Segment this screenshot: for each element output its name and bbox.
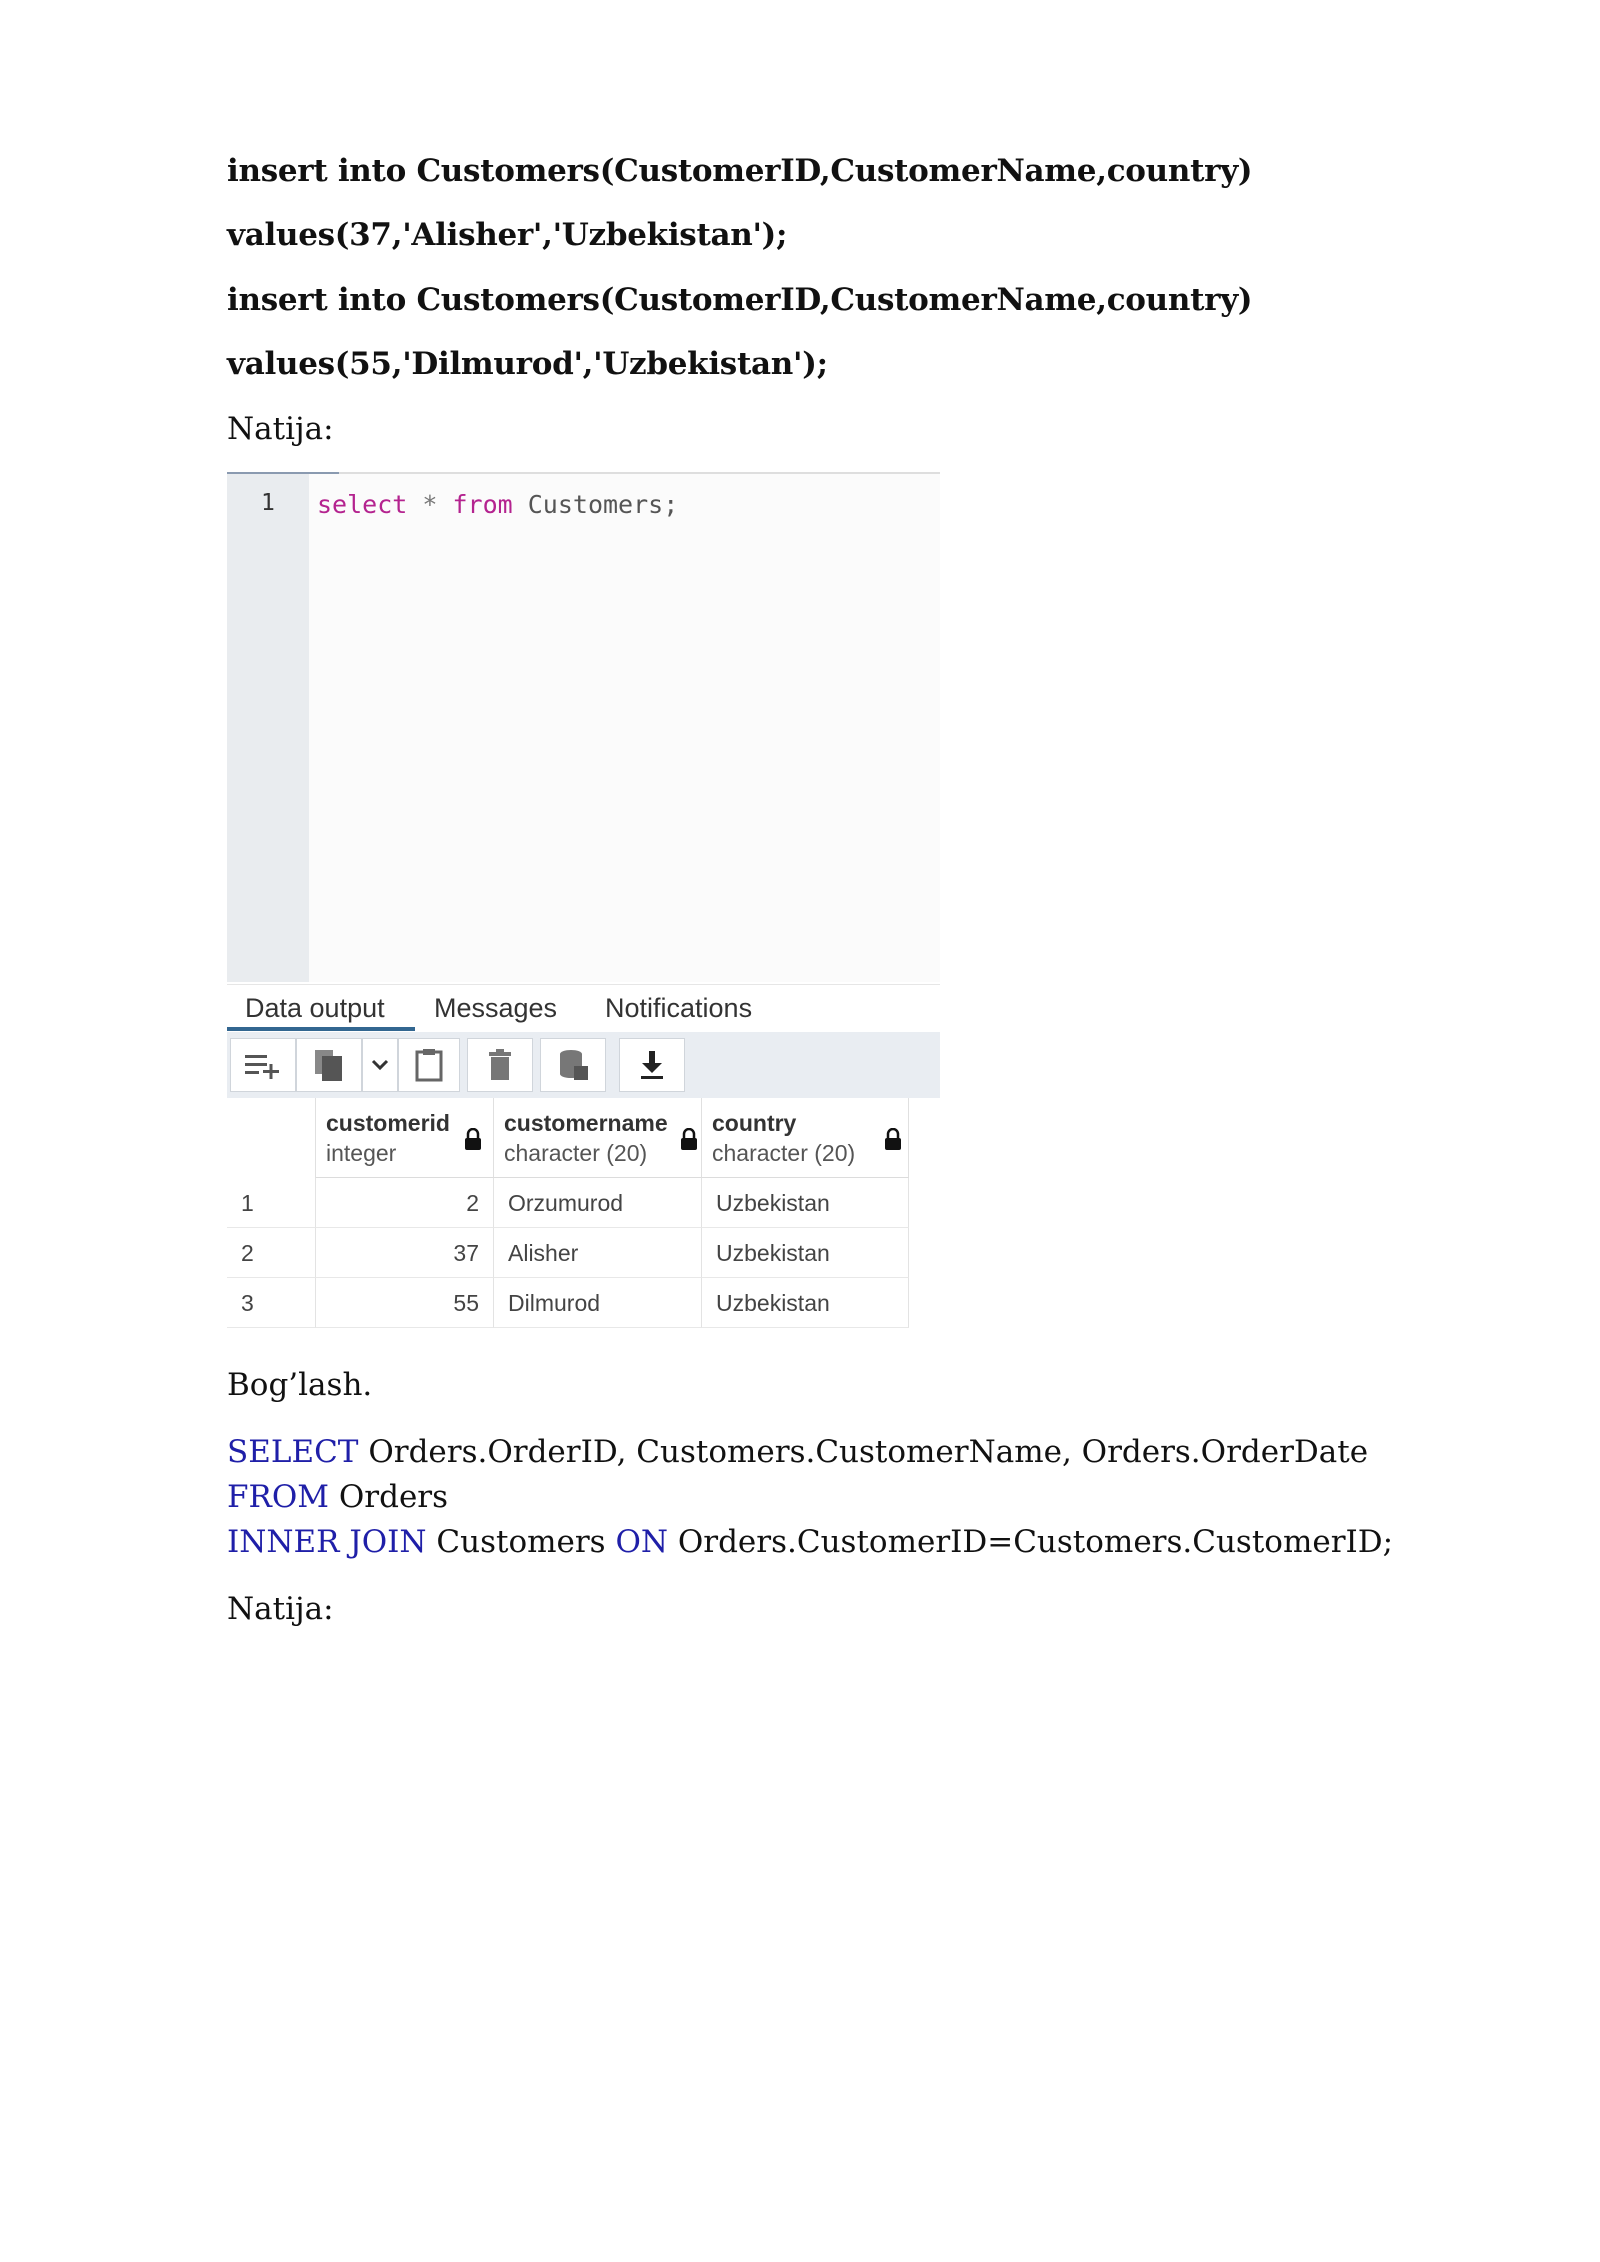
sql-from-line bbox=[227, 1477, 448, 1517]
column-type: character (20) bbox=[712, 1140, 856, 1166]
result-tabs bbox=[227, 984, 940, 1031]
values-statement-2: values(55,'Dilmurod','Uzbekistan'); bbox=[227, 346, 828, 382]
result-label: Natija: bbox=[227, 1591, 334, 1627]
code-line[interactable] bbox=[317, 490, 678, 519]
column-name: customerid bbox=[326, 1110, 450, 1136]
cell-customerid[interactable]: 55 bbox=[316, 1278, 494, 1328]
sql-select-line bbox=[227, 1432, 1368, 1472]
table-row[interactable] bbox=[227, 1278, 909, 1328]
column-type: character (20) bbox=[504, 1140, 648, 1166]
values-statement-1: values(37,'Alisher','Uzbekistan'); bbox=[227, 217, 788, 253]
line-gutter bbox=[227, 474, 309, 982]
delete-icon[interactable] bbox=[467, 1038, 533, 1092]
cell-country[interactable]: Uzbekistan bbox=[702, 1178, 909, 1228]
sql-keyword: ON bbox=[615, 1524, 668, 1560]
column-header-country[interactable] bbox=[702, 1098, 909, 1178]
row-index: 1 bbox=[227, 1178, 316, 1228]
cell-country[interactable]: Uzbekistan bbox=[702, 1278, 909, 1328]
tab-data-output[interactable]: Data output bbox=[245, 993, 385, 1023]
result-grid bbox=[227, 1098, 940, 1346]
sql-text: Customers bbox=[426, 1524, 616, 1560]
cell-customerid[interactable]: 37 bbox=[316, 1228, 494, 1278]
chevron-down-icon[interactable] bbox=[362, 1038, 398, 1092]
column-header-customerid[interactable] bbox=[316, 1098, 494, 1178]
copy-icon[interactable] bbox=[296, 1038, 362, 1092]
table-row[interactable] bbox=[227, 1228, 909, 1278]
tab-messages[interactable]: Messages bbox=[434, 993, 558, 1023]
sql-text: Orders bbox=[329, 1479, 449, 1515]
code-keyword-from: from bbox=[452, 490, 513, 519]
save-data-icon[interactable] bbox=[540, 1038, 606, 1092]
column-name: country bbox=[712, 1110, 797, 1136]
sql-text: Orders.OrderID, Customers.CustomerName, Orders.OrderDate bbox=[358, 1434, 1369, 1470]
line-number: 1 bbox=[261, 490, 275, 516]
cell-country[interactable]: Uzbekistan bbox=[702, 1228, 909, 1278]
sql-join-line bbox=[227, 1522, 1393, 1562]
sql-keyword: SELECT bbox=[227, 1434, 359, 1470]
lock-icon bbox=[884, 1128, 902, 1150]
code-operator: * bbox=[407, 490, 453, 519]
table-row[interactable] bbox=[227, 1178, 909, 1228]
column-type: integer bbox=[326, 1140, 397, 1166]
download-icon[interactable] bbox=[619, 1038, 685, 1092]
query-tool-screenshot bbox=[227, 472, 940, 1346]
paste-icon[interactable] bbox=[398, 1038, 460, 1092]
cell-customername[interactable]: Dilmurod bbox=[494, 1278, 702, 1328]
cell-customerid[interactable]: 2 bbox=[316, 1178, 494, 1228]
row-index: 3 bbox=[227, 1278, 316, 1328]
code-keyword-select: select bbox=[317, 490, 408, 519]
sql-editor[interactable] bbox=[227, 474, 940, 982]
cell-customername[interactable]: Orzumurod bbox=[494, 1178, 702, 1228]
tab-notifications[interactable]: Notifications bbox=[605, 993, 753, 1023]
sql-text: Orders.CustomerID=Customers.CustomerID; bbox=[668, 1524, 1394, 1560]
column-header-customername[interactable] bbox=[494, 1098, 702, 1178]
row-index: 2 bbox=[227, 1228, 316, 1278]
active-tab-indicator bbox=[227, 1027, 415, 1031]
cell-customername[interactable]: Alisher bbox=[494, 1228, 702, 1278]
insert-statement-1: insert into Customers(CustomerID,CustomerName,country) bbox=[227, 153, 1253, 189]
column-name: customername bbox=[504, 1110, 668, 1136]
join-heading: Bog’lash. bbox=[227, 1367, 373, 1403]
row-index-header bbox=[227, 1098, 316, 1178]
add-row-icon[interactable] bbox=[230, 1038, 296, 1092]
sql-keyword: FROM bbox=[227, 1479, 330, 1515]
lock-icon bbox=[464, 1128, 482, 1150]
insert-statement-2: insert into Customers(CustomerID,CustomerName,country) bbox=[227, 282, 1253, 318]
result-label: Natija: bbox=[227, 411, 334, 447]
lock-icon bbox=[680, 1128, 698, 1150]
sql-keyword: INNER JOIN bbox=[227, 1524, 427, 1560]
data-toolbar bbox=[227, 1032, 940, 1098]
code-table-name: Customers; bbox=[512, 490, 679, 519]
